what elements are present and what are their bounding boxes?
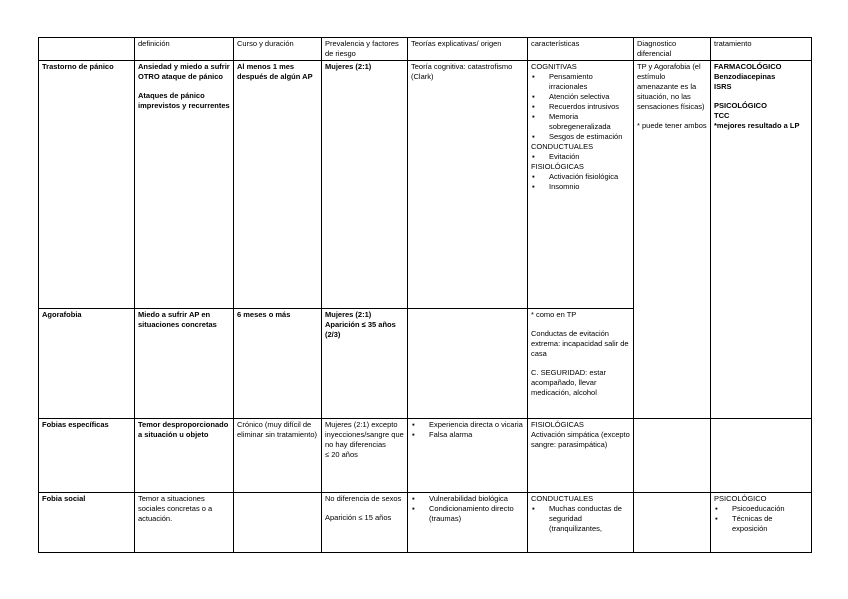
prevalencia-text: Mujeres (2:1) excepto inyecciones/sangre que no hay diferencias bbox=[325, 420, 404, 449]
section-title: CONDUCTUALES bbox=[531, 142, 594, 151]
conductual-list bbox=[531, 504, 630, 534]
table-row bbox=[39, 419, 812, 493]
prevalencia-cell bbox=[322, 493, 408, 553]
row-name: Fobias específicas bbox=[39, 419, 135, 493]
section-title: CONDUCTUALES bbox=[531, 494, 594, 503]
curso-cell bbox=[234, 493, 322, 553]
fisiologica-list bbox=[531, 172, 630, 192]
curso-cell: 6 meses o más bbox=[234, 309, 322, 419]
prevalencia-text: No diferencia de sexos bbox=[325, 494, 402, 503]
definicion-cell: Temor desproporcionado a situación u objeto bbox=[135, 419, 234, 493]
teorias-list bbox=[411, 420, 524, 440]
section-title: FARMACOLÓGICO bbox=[714, 62, 782, 71]
caracteristicas-text: Activación simpática (excepto sangre: parasimpática) bbox=[531, 430, 630, 449]
teorias-cell bbox=[408, 419, 528, 493]
header-cell-caracteristicas: características bbox=[528, 38, 634, 61]
diagnostico-cell bbox=[634, 61, 711, 419]
curso-cell: Al menos 1 mes después de algún AP bbox=[234, 61, 322, 309]
cognitive-list bbox=[531, 72, 630, 142]
list-item: ▪ Memoria sobregeneralizada bbox=[549, 112, 630, 132]
prevalencia-text: Aparición ≤ 35 años (2/3) bbox=[325, 320, 396, 339]
tratamiento-cell bbox=[711, 61, 812, 419]
diagnostico-cell bbox=[634, 493, 711, 553]
caracteristicas-cell bbox=[528, 309, 634, 419]
tratamiento-text: Benzodiacepinas bbox=[714, 72, 776, 81]
tratamiento-cell bbox=[711, 493, 812, 553]
section-title: PSICOLÓGICO bbox=[714, 494, 767, 503]
prevalencia-cell bbox=[322, 309, 408, 419]
list-item: ▪ Pensamiento irracionales bbox=[549, 72, 630, 92]
list-item: ▪ Experiencia directa o vicaria bbox=[429, 420, 524, 430]
section-title: PSICOLÓGICO bbox=[714, 101, 767, 110]
list-item: ▪ Activación fisiológica bbox=[549, 172, 630, 182]
header-cell-prevalencia: Prevalencia y factores de riesgo bbox=[322, 38, 408, 61]
teorias-cell: Teoría cognitiva: catastrofismo (Clark) bbox=[408, 61, 528, 309]
header-cell-teorias: Teorías explicativas/ origen bbox=[408, 38, 528, 61]
definicion-cell bbox=[135, 61, 234, 309]
definicion-text: Ataques de pánico imprevistos y recurrentes bbox=[138, 91, 230, 110]
tratamiento-text: TCC bbox=[714, 111, 730, 120]
header-row bbox=[39, 38, 812, 61]
caracteristicas-text: * como en TP bbox=[531, 310, 577, 319]
prevalencia-cell bbox=[322, 419, 408, 493]
header-cell-definicion: definición bbox=[135, 38, 234, 61]
teorias-cell bbox=[408, 309, 528, 419]
header-cell-tratamiento: tratamiento bbox=[711, 38, 812, 61]
definicion-cell: Temor a situaciones sociales concretas o a actuación. bbox=[135, 493, 234, 553]
section-title: FISIOLÓGICAS bbox=[531, 420, 584, 429]
list-item: ▪ Evitación bbox=[549, 152, 630, 162]
caracteristicas-text: Conductas de evitación extrema: incapacidad salir de casa bbox=[531, 329, 629, 358]
list-item: ▪ Insomnio bbox=[549, 182, 630, 192]
caracteristicas-cell bbox=[528, 493, 634, 553]
diagnostico-cell bbox=[634, 419, 711, 493]
row-name: Agorafobia bbox=[39, 309, 135, 419]
header-cell-empty bbox=[39, 38, 135, 61]
section-title: COGNITIVAS bbox=[531, 62, 577, 71]
list-item: ▪ Condicionamiento directo (traumas) bbox=[429, 504, 524, 524]
curso-cell: Crónico (muy difícil de eliminar sin tratamiento) bbox=[234, 419, 322, 493]
row-name: Trastorno de pánico bbox=[39, 61, 135, 309]
teorias-list bbox=[411, 494, 524, 524]
caracteristicas-text: C. SEGURIDAD: estar acompañado, llevar medicación, alcohol bbox=[531, 368, 607, 397]
table-row bbox=[39, 493, 812, 553]
list-item: ▪ Atención selectiva bbox=[549, 92, 630, 102]
list-item: ▪ Sesgos de estimación bbox=[549, 132, 630, 142]
header-cell-curso: Curso y duración bbox=[234, 38, 322, 61]
list-item: ▪ Psicoeducación bbox=[732, 504, 808, 514]
tratamiento-list bbox=[714, 504, 808, 534]
conductual-list bbox=[531, 152, 630, 162]
header-cell-diagnostico: Diagnostico diferencial bbox=[634, 38, 711, 61]
caracteristicas-cell bbox=[528, 61, 634, 309]
tratamiento-text: *mejores resultado a LP bbox=[714, 121, 800, 130]
list-item: ▪ Vulnerabilidad biológica bbox=[429, 494, 524, 504]
prevalencia-cell: Mujeres (2:1) bbox=[322, 61, 408, 309]
list-item: ▪ Técnicas de exposición bbox=[732, 514, 808, 534]
definicion-cell: Miedo a sufrir AP en situaciones concretas bbox=[135, 309, 234, 419]
diagnostico-text: TP y Agorafobia (el estímulo amenazante es la situación, no las sensaciones físicas) bbox=[637, 62, 705, 111]
prevalencia-text: Mujeres (2:1) bbox=[325, 310, 372, 319]
definicion-text: Ansiedad y miedo a sufrir OTRO ataque de pánico bbox=[138, 62, 230, 81]
section-title: FISIOLÓGICAS bbox=[531, 162, 584, 171]
list-item: ▪ Muchas conductas de seguridad (tranquilizantes, bbox=[549, 504, 630, 534]
list-item: ▪ Recuerdos intrusivos bbox=[549, 102, 630, 112]
teorias-cell bbox=[408, 493, 528, 553]
prevalencia-text: ≤ 20 años bbox=[325, 450, 358, 459]
caracteristicas-cell bbox=[528, 419, 634, 493]
disorders-table bbox=[38, 37, 812, 553]
prevalencia-text: Aparición ≤ 15 años bbox=[325, 513, 392, 522]
diagnostico-text: * puede tener ambos bbox=[637, 121, 707, 130]
tratamiento-cell bbox=[711, 419, 812, 493]
tratamiento-text: ISRS bbox=[714, 82, 732, 91]
row-name: Fobia social bbox=[39, 493, 135, 553]
list-item: ▪ Falsa alarma bbox=[429, 430, 524, 440]
table-row bbox=[39, 61, 812, 309]
